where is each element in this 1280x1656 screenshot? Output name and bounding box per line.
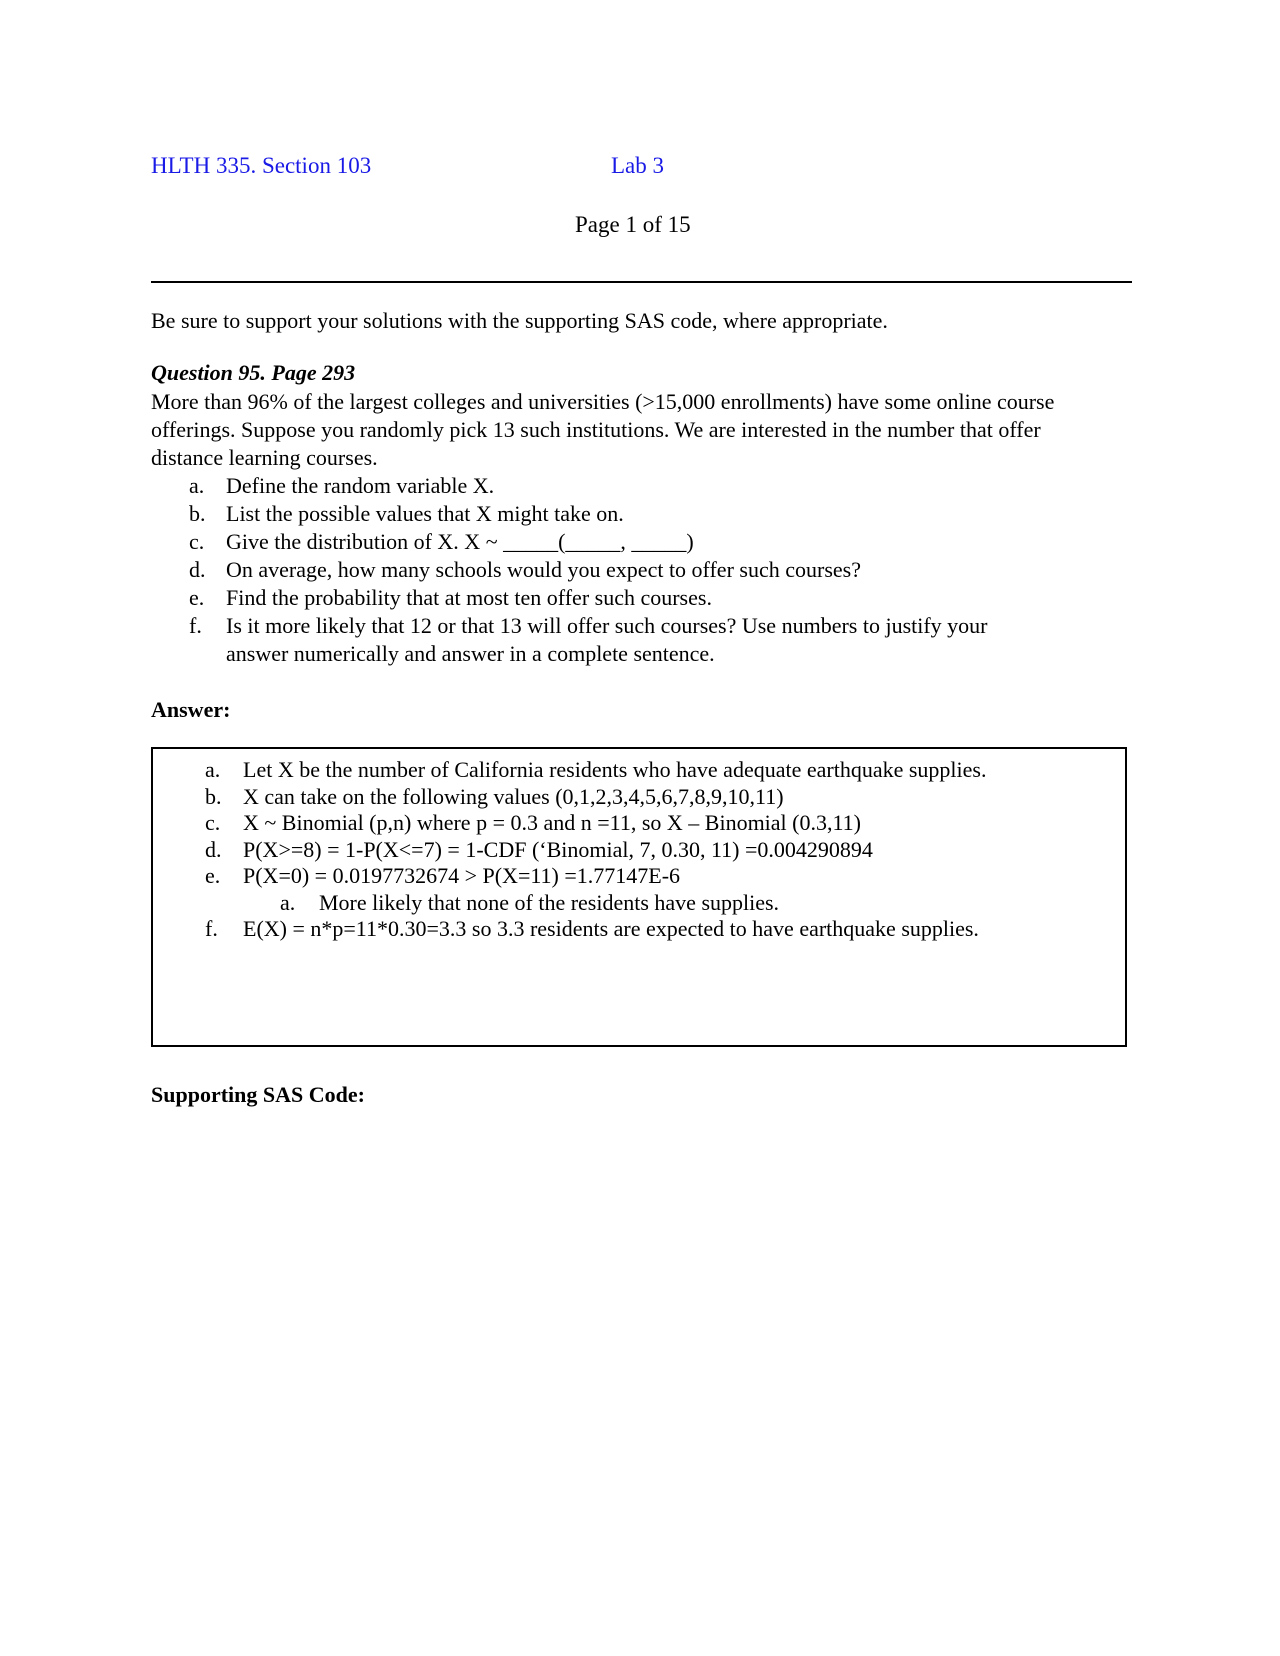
question-text: More than 96% of the largest colleges and universities (>15,000 enrollments) have some online course offerings. Suppose you randomly pick 13 such institutions. We are interested in the number that offer distance learning courses.	[151, 389, 1055, 470]
list-marker: a.	[205, 757, 221, 782]
answer-list	[153, 757, 1125, 943]
list-item	[153, 837, 1125, 864]
list-text: P(X>=8) = 1-P(X<=7) = 1-CDF (‘Binomial, 7, 0.30, 11) =0.004290894	[243, 836, 873, 862]
list-item	[151, 584, 1111, 612]
list-item	[153, 757, 1125, 784]
list-marker: a.	[280, 889, 296, 915]
list-item	[151, 528, 1111, 556]
list-marker: e.	[205, 863, 221, 888]
list-item	[151, 612, 1111, 668]
list-text: Give the distribution of X. X ~ _____(_____, _____)	[226, 529, 694, 554]
list-text: X ~ Binomial (p,n) where p = 0.3 and n =11, so X – Binomial (0.3,11)	[243, 810, 862, 835]
course-title: HLTH 335. Section 103	[151, 153, 372, 178]
list-text: Find the probability that at most ten offer such courses.	[226, 585, 712, 610]
list-text: Let X be the number of California residents who have adequate earthquake supplies.	[243, 757, 987, 782]
list-text: List the possible values that X might take on.	[226, 501, 624, 526]
list-marker: f.	[189, 613, 202, 638]
list-marker: f.	[205, 916, 218, 941]
answer-box	[151, 747, 1127, 1047]
list-marker: c.	[189, 529, 205, 554]
list-text: X can take on the following values (0,1,2,3,4,5,6,7,8,9,10,11)	[243, 783, 784, 809]
list-item	[151, 556, 1111, 584]
sub-list-item	[153, 890, 1125, 917]
list-item	[151, 500, 1111, 528]
header-divider	[151, 281, 1132, 283]
list-marker: d.	[189, 557, 206, 582]
list-text: Is it more likely that 12 or that 13 will offer such courses? Use numbers to justify your answer numerically and answer in a complete sentence.	[226, 613, 988, 666]
list-text: On average, how many schools would you expect to offer such courses?	[226, 557, 861, 582]
list-marker: b.	[205, 783, 222, 809]
question-list	[151, 472, 1111, 668]
list-marker: a.	[189, 473, 205, 498]
list-item	[153, 784, 1125, 811]
instructions-text: Be sure to support your solutions with the supporting SAS code, where appropriate.	[151, 308, 888, 333]
list-text: More likely that none of the residents have supplies.	[319, 889, 780, 915]
list-item	[153, 810, 1125, 837]
list-item	[151, 472, 1111, 500]
list-marker: e.	[189, 585, 205, 610]
list-marker: c.	[205, 810, 221, 835]
list-text: Define the random variable X.	[226, 473, 495, 498]
page-indicator: Page 1 of 15	[575, 212, 691, 237]
list-item	[153, 863, 1125, 890]
question-title: Question 95. Page 293	[151, 360, 356, 385]
list-item	[153, 916, 1125, 943]
sas-code-heading: Supporting SAS Code:	[151, 1082, 365, 1107]
list-marker: b.	[189, 501, 206, 526]
answer-heading: Answer:	[151, 697, 231, 722]
list-text: E(X) = n*p=11*0.30=3.3 so 3.3 residents are expected to have earthquake supplies.	[243, 916, 979, 941]
list-text: P(X=0) = 0.0197732674 > P(X=11) =1.77147E-6	[243, 863, 681, 888]
lab-title: Lab 3	[611, 153, 665, 178]
list-marker: d.	[205, 836, 222, 862]
